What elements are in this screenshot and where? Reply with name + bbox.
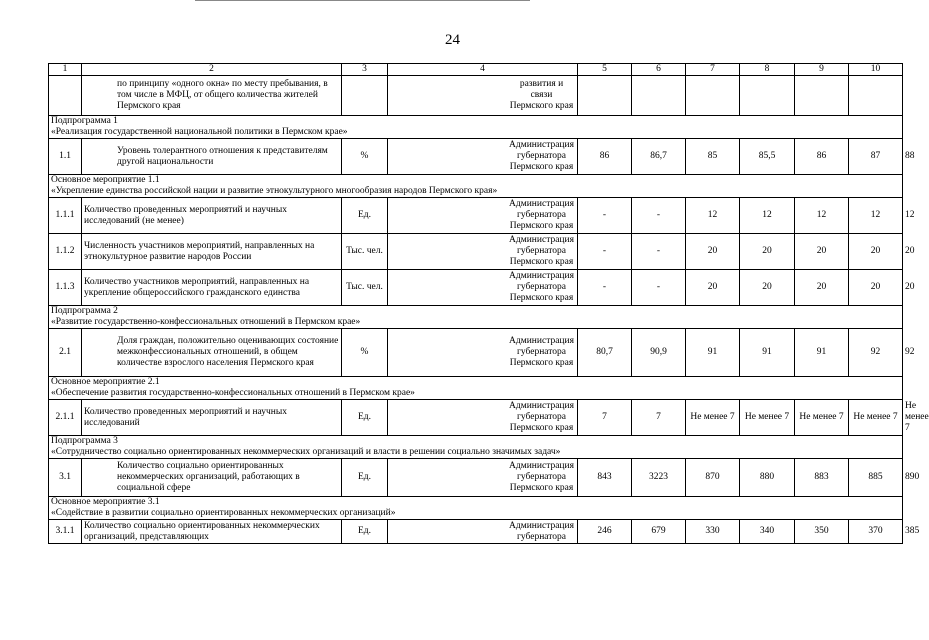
table-row: 3.1 Количество социально ориентированных некоммерческих организаций, работающих в социальной сфере Ед. Администрация губернатора Пермского края 843 3223 870 880 883 885 890 — [49, 459, 903, 497]
unit: % — [342, 329, 388, 377]
indicator-name: Уровень толерантного отношения к представителям другой национальности — [82, 139, 342, 175]
section-name: «Обеспечение развития государственно-конфессиональных отношений в Пермском крае» — [51, 388, 415, 398]
section-title: Подпрограмма 2 — [51, 306, 118, 316]
section-title: Основное мероприятие 3.1 — [51, 497, 160, 507]
value-cell: 20 — [740, 234, 795, 270]
section-row — [49, 306, 903, 329]
value-cell: 330 — [686, 520, 740, 544]
header-cell: 10 — [849, 64, 903, 76]
value-cell: - — [632, 198, 686, 234]
value-cell: 679 — [632, 520, 686, 544]
row-number: 1.1.1 — [49, 198, 82, 234]
value-cell: - — [578, 234, 632, 270]
row-number: 1.1 — [49, 139, 82, 175]
value-cell: 7 — [632, 400, 686, 436]
value-cell: 12 — [740, 198, 795, 234]
section-row — [49, 497, 903, 520]
value-cell: 340 — [740, 520, 795, 544]
section-title: Подпрограмма 1 — [51, 116, 118, 126]
section-title: Подпрограмма 3 — [51, 436, 118, 446]
value-cell: Не менее 7 — [686, 400, 740, 436]
indicators-table — [48, 63, 929, 544]
executor: Администрация губернатора Пермского края — [388, 329, 578, 377]
value-cell: 85,5 — [740, 139, 795, 175]
value-cell: 246 — [578, 520, 632, 544]
value-cell: 843 — [578, 459, 632, 497]
value-cell: 85 — [686, 139, 740, 175]
header-cell: 8 — [740, 64, 795, 76]
executor: Администрация губернатора Пермского края — [388, 459, 578, 497]
row-number: 1.1.3 — [49, 270, 82, 306]
value-cell: 86 — [578, 139, 632, 175]
executor: Администрация губернатора Пермского края — [388, 400, 578, 436]
section-name: «Развитие государственно-конфессиональных отношений в Пермском крае» — [51, 317, 361, 327]
section-row — [49, 377, 903, 400]
value-cell: Не менее 7 — [795, 400, 849, 436]
section-name: «Сотрудничество социально ориентированных некоммерческих организаций и власти в решении социально значимых задач» — [51, 447, 561, 457]
table-row: 1.1.1 Количество проведенных мероприятий и научных исследований (не менее) Ед. Администрация губернатора Пермского края - - 12 12 12 12 12 — [49, 198, 903, 234]
value-cell: 91 — [740, 329, 795, 377]
header-cell: 3 — [342, 64, 388, 76]
indicator-name: Количество участников мероприятий, направленных на укрепление общероссийского гражданского единства — [82, 270, 342, 306]
header-cell: 4 — [388, 64, 578, 76]
value-cell: Не менее 7 — [740, 400, 795, 436]
value-cell: 885 — [849, 459, 903, 497]
value-cell: 20 — [849, 234, 903, 270]
table-row: 3.1.1 Количество социально ориентированных некоммерческих организаций, представляющих Ед. Администрация губернатора 246 679 330 340 350 370 385 — [49, 520, 903, 544]
value-cell: 20 — [686, 270, 740, 306]
row-number: 2.1 — [49, 329, 82, 377]
value-cell: 91 — [795, 329, 849, 377]
value-cell: 12 — [849, 198, 903, 234]
top-edge-line — [195, 0, 530, 1]
value-cell: 20 — [849, 270, 903, 306]
value-cell: 12 — [686, 198, 740, 234]
executor: Администрация губернатора Пермского края — [388, 139, 578, 175]
value-cell: 870 — [686, 459, 740, 497]
value-cell: 91 — [686, 329, 740, 377]
unit: Тыс. чел. — [342, 234, 388, 270]
unit: Ед. — [342, 459, 388, 497]
value-cell: - — [578, 270, 632, 306]
table-row: 2.1 Доля граждан, положительно оценивающих состояние межконфессиональных отношений, в общем количестве взрослого населения Пермского края % Администрация губернатора Пермского края 80,7 90,9 91 91 91 92 92 — [49, 329, 903, 377]
table-row: 1.1.2 Численность участников мероприятий, направленных на этнокультурное развитие народов России Тыс. чел. Администрация губернатора Пермского края - - 20 20 20 20 20 — [49, 234, 903, 270]
value-cell: Не менее 7 — [849, 400, 903, 436]
table-row: 1.1 Уровень толерантного отношения к представителям другой национальности % Администрация губернатора Пермского края 86 86,7 85 85,5 86 87 88 — [49, 139, 903, 175]
table-row — [49, 76, 903, 116]
unit: Ед. — [342, 520, 388, 544]
row-number: 2.1.1 — [49, 400, 82, 436]
section-name: «Реализация государственной национальной политики в Пермском крае» — [51, 127, 348, 137]
section-row — [49, 436, 903, 459]
table-row: 2.1.1 Количество проведенных мероприятий и научных исследований Ед. Администрация губернатора Пермского края 7 7 Не менее 7 Не менее 7 Не менее 7 Не менее 7 Не менее 7 — [49, 400, 903, 436]
indicator-name: по принципу «одного окна» по месту пребывания, в том числе в МФЦ, от общего количества жителей Пермского края — [82, 76, 342, 116]
indicator-name: Количество проведенных мероприятий и научных исследований (не менее) — [82, 198, 342, 234]
value-cell: 7 — [578, 400, 632, 436]
value-cell: 90,9 — [632, 329, 686, 377]
header-row — [49, 64, 903, 76]
value-cell: 20 — [740, 270, 795, 306]
value-cell: 80,7 — [578, 329, 632, 377]
value-cell: 370 — [849, 520, 903, 544]
header-cell: 5 — [578, 64, 632, 76]
header-cell: 6 — [632, 64, 686, 76]
unit: % — [342, 139, 388, 175]
header-cell: 9 — [795, 64, 849, 76]
section-row — [49, 175, 903, 198]
value-cell: - — [578, 198, 632, 234]
executor: Администрация губернатора — [388, 520, 578, 544]
value-cell: 3223 — [632, 459, 686, 497]
header-cell: 7 — [686, 64, 740, 76]
section-row — [49, 116, 903, 139]
value-cell: 86,7 — [632, 139, 686, 175]
executor: Администрация губернатора Пермского края — [388, 270, 578, 306]
unit: Ед. — [342, 400, 388, 436]
executor: Администрация губернатора Пермского края — [388, 198, 578, 234]
row-number: 1.1.2 — [49, 234, 82, 270]
section-name: «Содействие в развитии социально ориентированных некоммерческих организаций» — [51, 508, 396, 518]
table-row: 1.1.3 Количество участников мероприятий, направленных на укрепление общероссийского гражданского единства Тыс. чел. Администрация губернатора Пермского края - - 20 20 20 20 20 — [49, 270, 903, 306]
value-cell: 87 — [849, 139, 903, 175]
value-cell: 92 — [849, 329, 903, 377]
indicator-name: Количество социально ориентированных некоммерческих организаций, работающих в социальной сфере — [82, 459, 342, 497]
indicator-name: Количество социально ориентированных некоммерческих организаций, представляющих — [82, 520, 342, 544]
header-cell: 1 — [49, 64, 82, 76]
value-cell: - — [632, 270, 686, 306]
value-cell: 20 — [795, 234, 849, 270]
row-number: 3.1.1 — [49, 520, 82, 544]
value-cell: 86 — [795, 139, 849, 175]
header-cell: 2 — [82, 64, 342, 76]
value-cell: - — [632, 234, 686, 270]
value-cell: 20 — [795, 270, 849, 306]
page-number: 24 — [445, 32, 460, 48]
section-title: Основное мероприятие 1.1 — [51, 175, 160, 185]
value-cell: 880 — [740, 459, 795, 497]
row-number: 3.1 — [49, 459, 82, 497]
indicator-name: Количество проведенных мероприятий и научных исследований — [82, 400, 342, 436]
section-name: «Укрепление единства российской нации и развитие этнокультурного многообразия народов Пермского края» — [51, 186, 498, 196]
executor: Администрация губернатора Пермского края — [388, 234, 578, 270]
unit: Ед. — [342, 198, 388, 234]
unit: Тыс. чел. — [342, 270, 388, 306]
executor: развития и связи Пермского края — [388, 76, 578, 116]
indicator-name: Доля граждан, положительно оценивающих состояние межконфессиональных отношений, в общем количестве взрослого населения Пермского края — [82, 329, 342, 377]
section-title: Основное мероприятие 2.1 — [51, 377, 160, 387]
value-cell: 350 — [795, 520, 849, 544]
value-cell: 883 — [795, 459, 849, 497]
indicator-name: Численность участников мероприятий, направленных на этнокультурное развитие народов России — [82, 234, 342, 270]
value-cell: 12 — [795, 198, 849, 234]
value-cell: 20 — [686, 234, 740, 270]
